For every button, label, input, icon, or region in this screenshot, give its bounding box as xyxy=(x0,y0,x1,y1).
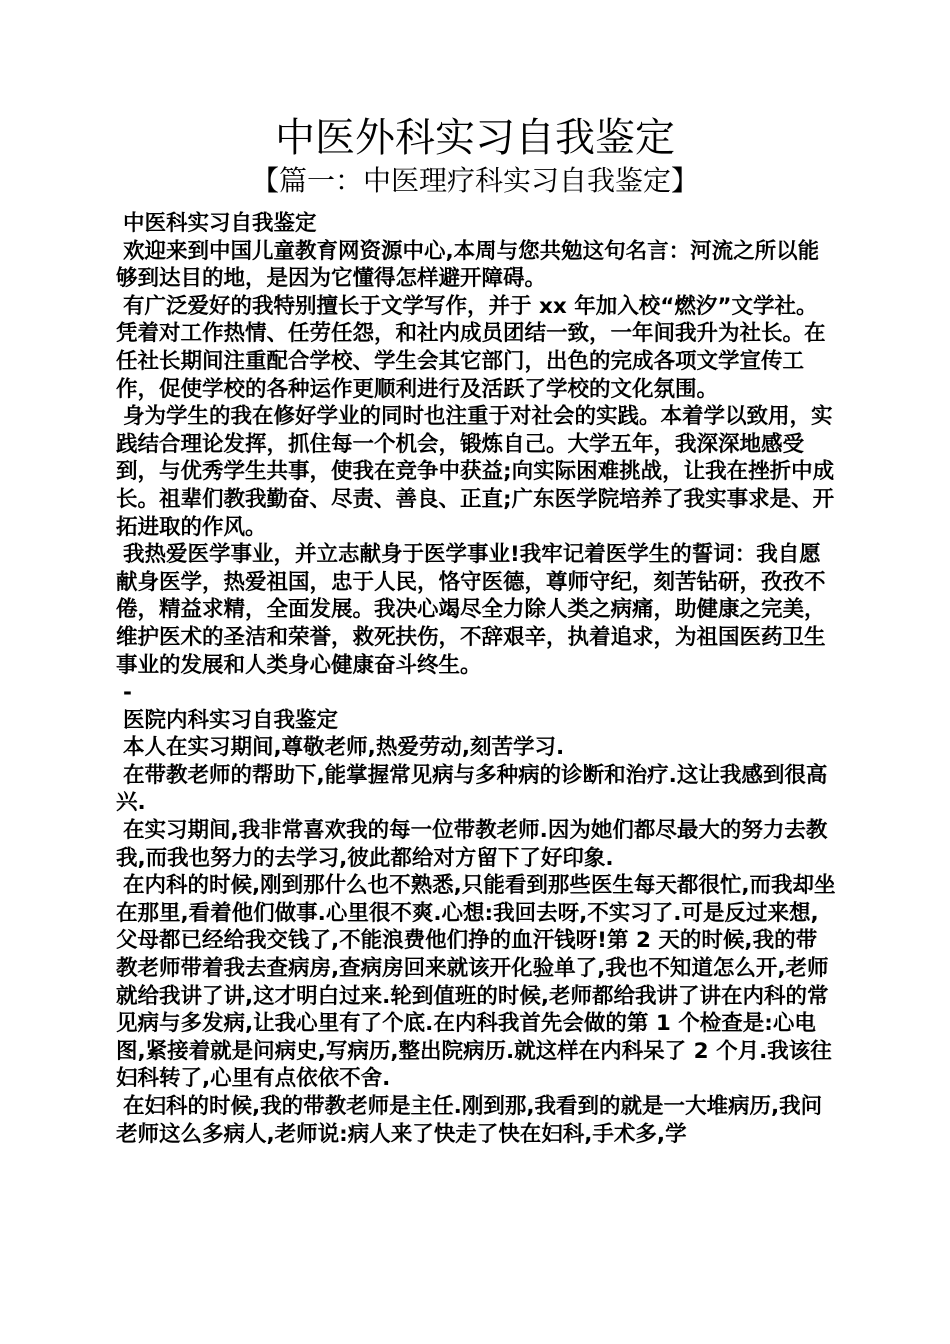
paragraph: 在内科的时候,刚到那什么也不熟悉,只能看到那些医生每天都很忙,而我却坐在那里,看着他们做事.心里很不爽.心想:我回去呀,不实习了.可是反过来想,父母都已经给我交钱了,不能浪费他们挣的血汗钱呀!第 2 天的时候,我的带教老师带着我去查病房,查病房回来就该开化验单了,我也不知道怎么开,老师就给我讲了讲,这才明白过来.轮到值班的时候,老师都给我讲了讲在内科的常见病与多发病,让我心里有了个底.在内科我首先会做的第 1 个检查是:心电图,紧接着就是问病史,写病历,整出院病历.就这样在内科呆了 2 个月.我该往妇科转了,心里有点依依不舍. xyxy=(116,873,836,1092)
paragraph: 在带教老师的帮助下,能掌握常见病与多种病的诊断和治疗.这让我感到很高兴. xyxy=(116,762,828,816)
section-heading: 医院内科实习自我鉴定 xyxy=(123,707,339,733)
page-title: 中医外科实习自我鉴定 xyxy=(275,115,675,161)
paragraph: 在实习期间,我非常喜欢我的每一位带教老师.因为她们都尽最大的努力去教我,而我也努力的去学习,彼此都给对方留下了好印象. xyxy=(116,818,828,871)
paragraph: 我热爱医学事业，并立志献身于医学事业!我牢记着医学生的誓词：我自愿献身医学，热爱祖国，忠于人民，恪守医德，尊师守纪，刻苦钻研，孜孜不倦，精益求精，全面发展。我决心竭尽全力除人类之病痛，助健康之完美，维护医术的圣洁和荣誉，救死扶伤，不辞艰辛，执着追求，为祖国医药卫生事业的发展和人类身心健康奋斗终生。 xyxy=(116,542,826,678)
paragraph: 身为学生的我在修好学业的同时也注重于对社会的实践。本着学以致用，实践结合理论发挥，抓住每一个机会，锻炼自己。大学五年，我深深地感受到，与优秀学生共事，使我在竞争中获益;向实际困难挑战，让我在挫折中成长。祖辈们教我勤奋、尽责、善良、正直;广东医学院培养了我实事求是、开拓进取的作风。 xyxy=(116,404,835,540)
paragraph: 有广泛爱好的我特别擅长于文学写作，并于 xx 年加入校“燃汐”文学社。凭着对工作热情、任劳任怨，和社内成员团结一致，一年间我升为社长。在任社长期间注重配合学校、学生会其它部门，出色的完成各项文学宣传工作，促使学校的各种运作更顺利进行及活跃了学校的文化氛围。 xyxy=(116,293,826,402)
separator-dash: - xyxy=(123,680,132,706)
section-heading: 中医科实习自我鉴定 xyxy=(123,211,317,236)
page-subtitle: 【篇一：中医理疗科实习自我鉴定】 xyxy=(250,164,699,197)
paragraph: 在妇科的时候,我的带教老师是主任.刚到那,我看到的就是一大堆病历,我问老师这么多病人,老师说:病人来了快走了快在妇科,手术多,学 xyxy=(116,1094,823,1147)
document-body xyxy=(116,210,836,1148)
paragraph: 本人在实习期间,尊敬老师,热爱劳动,刻苦学习. xyxy=(123,735,565,761)
paragraph: 欢迎来到中国儿童教育网资源中心,本周与您共勉这句名言：河流之所以能够到达目的地，是因为它懂得怎样避开障碍。 xyxy=(116,238,820,292)
